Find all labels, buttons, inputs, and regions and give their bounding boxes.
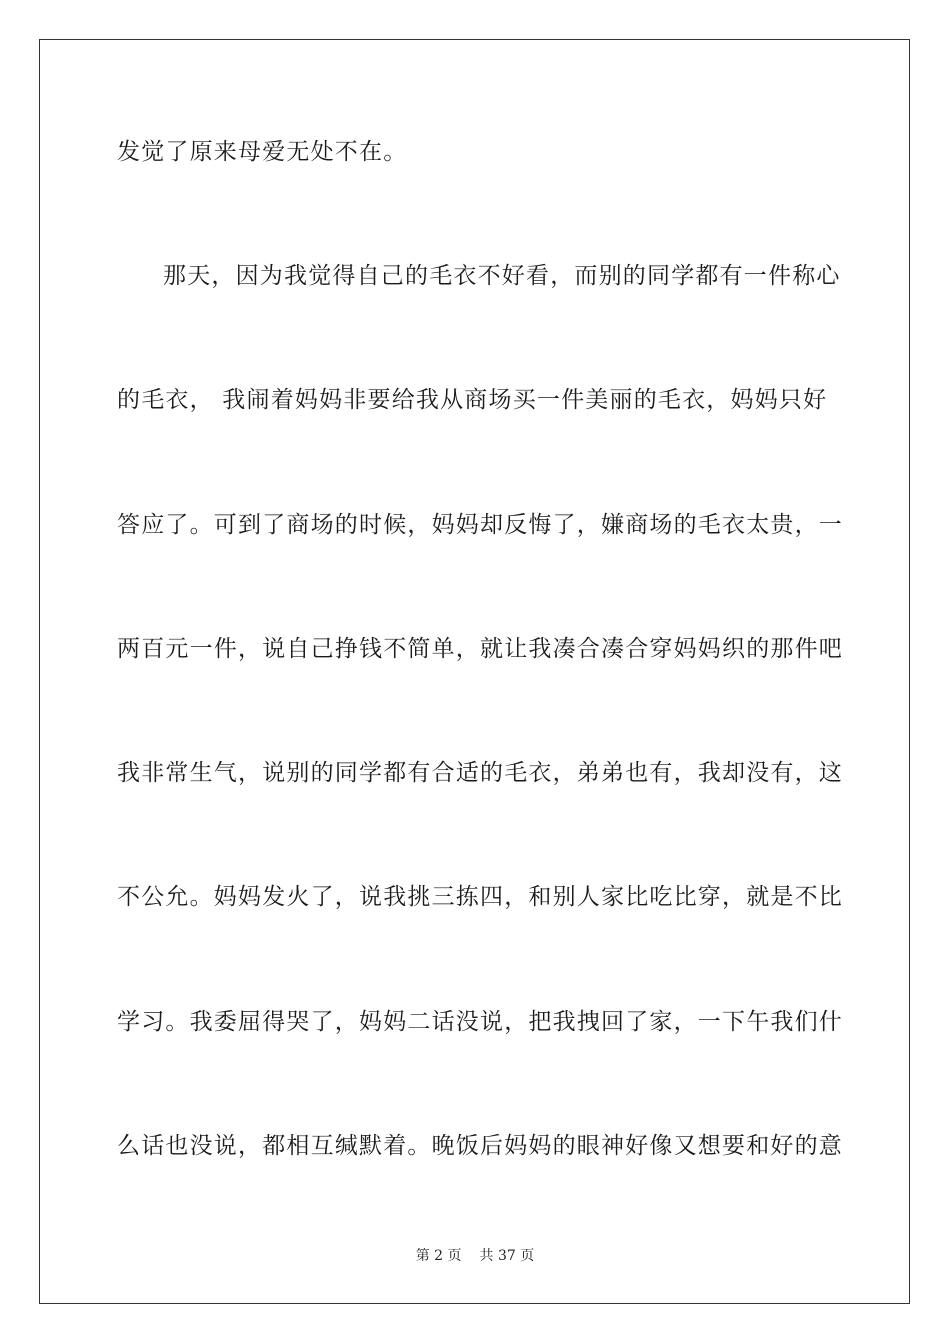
text-line-7: 不公允。妈妈发火了，说我挑三拣四，和别人家比吃比穿，就是不比 xyxy=(117,884,843,910)
page-footer xyxy=(0,1247,950,1265)
text-line-2: 那天，因为我觉得自己的毛衣不好看，而别的同学都有一件称心 xyxy=(163,263,841,289)
text-line-4: 答应了。可到了商场的时候，妈妈却反悔了，嫌商场的毛衣太贵，一 xyxy=(117,512,843,538)
page-border xyxy=(39,39,910,1304)
text-line-1: 发觉了原来母爱无处不在。 xyxy=(117,139,408,165)
text-line-8: 学习。我委屈得哭了，妈妈二话没说，把我拽回了家，一下午我们什 xyxy=(117,1009,843,1035)
text-line-5: 两百元一件，说自己挣钱不简单，就让我凑合凑合穿妈妈织的那件吧 xyxy=(117,636,843,662)
text-line-9: 么话也没说，都相互缄默着。晚饭后妈妈的眼神好像又想要和好的意 xyxy=(117,1133,843,1159)
text-line-6: 我非常生气，说别的同学都有合适的毛衣，弟弟也有，我却没有，这 xyxy=(117,760,843,786)
page-number: 第 2 页 xyxy=(415,1248,462,1264)
total-pages: 共 37 页 xyxy=(479,1248,535,1264)
text-line-3: 的毛衣， 我闹着妈妈非要给我从商场买一件美丽的毛衣，妈妈只好 xyxy=(117,387,828,413)
